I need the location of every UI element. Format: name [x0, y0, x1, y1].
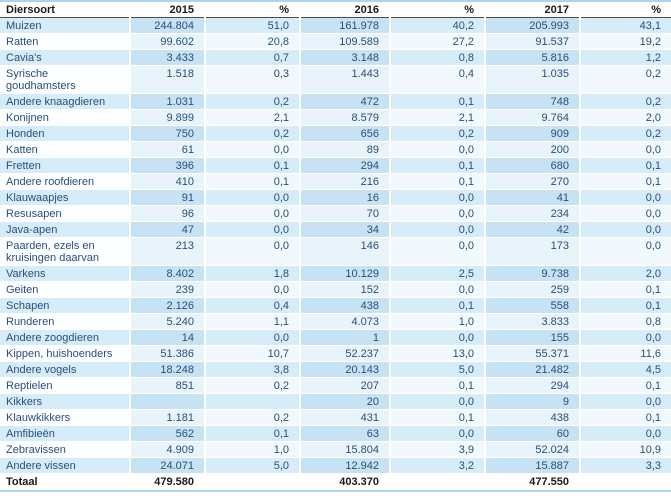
percent-cell: 0,1: [580, 410, 671, 426]
table-row: [0, 34, 671, 50]
count-cell: 91: [130, 190, 205, 206]
row-label: Klauwkikkers: [0, 410, 130, 426]
percent-cell: 0,0: [205, 238, 300, 266]
row-label: Kikkers: [0, 394, 130, 410]
percent-cell: 19,2: [580, 34, 671, 50]
percent-cell: 0,1: [580, 174, 671, 190]
total-label: Totaal: [0, 474, 130, 490]
percent-cell: 10,9: [580, 442, 671, 458]
count-cell: 15.887: [485, 458, 580, 474]
count-cell: 4.073: [300, 314, 390, 330]
row-label: Syrische goudhamsters: [0, 66, 130, 94]
percent-cell: 0,0: [205, 142, 300, 158]
percent-cell: 2,1: [205, 110, 300, 126]
percent-cell: 27,2: [390, 34, 485, 50]
percent-cell: 3,2: [390, 458, 485, 474]
row-label: Andere knaagdieren: [0, 94, 130, 110]
count-cell: 8.579: [300, 110, 390, 126]
count-cell: 294: [300, 158, 390, 174]
table-row: [0, 394, 671, 410]
percent-cell: 0,2: [580, 126, 671, 142]
percent-cell: [205, 394, 300, 410]
percent-cell: 0,0: [390, 394, 485, 410]
count-cell: 216: [300, 174, 390, 190]
row-label: Andere roofdieren: [0, 174, 130, 190]
count-cell: 96: [130, 206, 205, 222]
count-cell: 259: [485, 282, 580, 298]
percent-cell: 0,1: [205, 174, 300, 190]
percent-cell: 0,0: [580, 238, 671, 266]
percent-cell: 0,0: [580, 206, 671, 222]
table-row: [0, 426, 671, 442]
count-cell: 51.386: [130, 346, 205, 362]
count-cell: 20.143: [300, 362, 390, 378]
total-2017: 477.550: [485, 474, 580, 490]
count-cell: 21.482: [485, 362, 580, 378]
row-label: Andere vogels: [0, 362, 130, 378]
percent-cell: 0,3: [205, 66, 300, 94]
row-label: Honden: [0, 126, 130, 142]
percent-cell: 0,0: [390, 142, 485, 158]
count-cell: 748: [485, 94, 580, 110]
count-cell: 1.031: [130, 94, 205, 110]
count-cell: 89: [300, 142, 390, 158]
count-cell: 851: [130, 378, 205, 394]
percent-cell: 0,1: [390, 298, 485, 314]
table-row: [0, 362, 671, 378]
count-cell: 42: [485, 222, 580, 238]
row-label: Andere zoogdieren: [0, 330, 130, 346]
count-cell: 55.371: [485, 346, 580, 362]
row-label: Muizen: [0, 18, 130, 34]
percent-cell: 0,4: [390, 66, 485, 94]
count-cell: 750: [130, 126, 205, 142]
row-label: Kippen, huishoenders: [0, 346, 130, 362]
row-label: Java-apen: [0, 222, 130, 238]
row-label: Amfibieën: [0, 426, 130, 442]
percent-cell: 0,0: [390, 222, 485, 238]
count-cell: 558: [485, 298, 580, 314]
row-label: Schapen: [0, 298, 130, 314]
percent-cell: 0,0: [580, 222, 671, 238]
table-row: [0, 158, 671, 174]
count-cell: 294: [485, 378, 580, 394]
percent-cell: 43,1: [580, 18, 671, 34]
percent-cell: 0,2: [205, 94, 300, 110]
count-cell: 562: [130, 426, 205, 442]
percent-cell: 0,1: [390, 158, 485, 174]
column-header-2015: 2015: [130, 2, 205, 18]
percent-cell: 10,7: [205, 346, 300, 362]
count-cell: 396: [130, 158, 205, 174]
count-cell: 1.035: [485, 66, 580, 94]
table-row: [0, 238, 671, 266]
table-row: [0, 314, 671, 330]
percent-cell: 0,0: [205, 282, 300, 298]
count-cell: 61: [130, 142, 205, 158]
count-cell: 213: [130, 238, 205, 266]
percent-cell: 0,0: [580, 142, 671, 158]
header-row: [0, 2, 671, 18]
count-cell: 173: [485, 238, 580, 266]
total-2015-pct: [205, 474, 300, 490]
count-cell: 52.237: [300, 346, 390, 362]
table-row: [0, 282, 671, 298]
column-header-2017-pct: %: [580, 2, 671, 18]
count-cell: 2.126: [130, 298, 205, 314]
count-cell: 91.537: [485, 34, 580, 50]
percent-cell: 3,9: [390, 442, 485, 458]
table-row: [0, 410, 671, 426]
count-cell: 3.433: [130, 50, 205, 66]
percent-cell: 0,2: [580, 94, 671, 110]
percent-cell: 0,0: [580, 190, 671, 206]
count-cell: 9.899: [130, 110, 205, 126]
table-row: [0, 222, 671, 238]
count-cell: 656: [300, 126, 390, 142]
total-2016: 403.370: [300, 474, 390, 490]
percent-cell: 0,1: [390, 94, 485, 110]
count-cell: 99.602: [130, 34, 205, 50]
data-table: [0, 2, 671, 490]
percent-cell: 2,0: [580, 266, 671, 282]
table-row: [0, 18, 671, 34]
count-cell: 1.181: [130, 410, 205, 426]
total-row: [0, 474, 671, 490]
column-header-2017: 2017: [485, 2, 580, 18]
percent-cell: 0,0: [580, 330, 671, 346]
table-row: [0, 94, 671, 110]
count-cell: 41: [485, 190, 580, 206]
table-row: [0, 330, 671, 346]
column-header-2016-pct: %: [390, 2, 485, 18]
percent-cell: 0,2: [205, 126, 300, 142]
percent-cell: 0,1: [390, 174, 485, 190]
count-cell: 152: [300, 282, 390, 298]
percent-cell: 0,1: [580, 378, 671, 394]
percent-cell: 0,7: [205, 50, 300, 66]
percent-cell: 0,2: [205, 410, 300, 426]
count-cell: 24.071: [130, 458, 205, 474]
count-cell: 15.804: [300, 442, 390, 458]
percent-cell: 1,8: [205, 266, 300, 282]
table-row: [0, 458, 671, 474]
row-label: Cavia's: [0, 50, 130, 66]
percent-cell: 0,1: [205, 158, 300, 174]
percent-cell: 4,5: [580, 362, 671, 378]
percent-cell: 3,3: [580, 458, 671, 474]
count-cell: 155: [485, 330, 580, 346]
row-label: Paarden, ezels en kruisingen daarvan: [0, 238, 130, 266]
percent-cell: 0,0: [390, 330, 485, 346]
table-row: [0, 190, 671, 206]
count-cell: 47: [130, 222, 205, 238]
percent-cell: 0,0: [580, 394, 671, 410]
percent-cell: 0,1: [390, 410, 485, 426]
table-row: [0, 442, 671, 458]
percent-cell: 40,2: [390, 18, 485, 34]
percent-cell: 5,0: [205, 458, 300, 474]
count-cell: 472: [300, 94, 390, 110]
count-cell: 161.978: [300, 18, 390, 34]
count-cell: 4.909: [130, 442, 205, 458]
count-cell: 63: [300, 426, 390, 442]
percent-cell: 51,0: [205, 18, 300, 34]
count-cell: 200: [485, 142, 580, 158]
percent-cell: 0,0: [205, 222, 300, 238]
percent-cell: 2,5: [390, 266, 485, 282]
count-cell: 109.589: [300, 34, 390, 50]
row-label: Andere vissen: [0, 458, 130, 474]
row-label: Zebravissen: [0, 442, 130, 458]
count-cell: 14: [130, 330, 205, 346]
count-cell: 234: [485, 206, 580, 222]
count-cell: 1.518: [130, 66, 205, 94]
percent-cell: 0,8: [390, 50, 485, 66]
row-label: Konijnen: [0, 110, 130, 126]
table-row: [0, 378, 671, 394]
table-row: [0, 50, 671, 66]
table-row: [0, 126, 671, 142]
percent-cell: 0,0: [390, 190, 485, 206]
percent-cell: 2,1: [390, 110, 485, 126]
table-row: [0, 142, 671, 158]
count-cell: 1.443: [300, 66, 390, 94]
column-header-diersoort: Diersoort: [0, 2, 130, 18]
count-cell: 239: [130, 282, 205, 298]
row-label: Klauwaapjes: [0, 190, 130, 206]
count-cell: 8.402: [130, 266, 205, 282]
row-label: Katten: [0, 142, 130, 158]
total-2015: 479.580: [130, 474, 205, 490]
percent-cell: 11,6: [580, 346, 671, 362]
percent-cell: 0,2: [580, 66, 671, 94]
percent-cell: 0,0: [390, 206, 485, 222]
percent-cell: 3,8: [205, 362, 300, 378]
count-cell: 410: [130, 174, 205, 190]
percent-cell: 1,0: [205, 442, 300, 458]
percent-cell: 0,1: [580, 282, 671, 298]
table-row: [0, 346, 671, 362]
percent-cell: 0,8: [580, 314, 671, 330]
percent-cell: 20,8: [205, 34, 300, 50]
percent-cell: 0,0: [580, 426, 671, 442]
row-label: Reptielen: [0, 378, 130, 394]
row-label: Resusapen: [0, 206, 130, 222]
count-cell: 70: [300, 206, 390, 222]
count-cell: 438: [485, 410, 580, 426]
count-cell: 52.024: [485, 442, 580, 458]
count-cell: 146: [300, 238, 390, 266]
percent-cell: 0,1: [390, 378, 485, 394]
count-cell: 207: [300, 378, 390, 394]
count-cell: 270: [485, 174, 580, 190]
percent-cell: 0,0: [205, 190, 300, 206]
percent-cell: 0,2: [390, 126, 485, 142]
count-cell: 680: [485, 158, 580, 174]
count-cell: 9.764: [485, 110, 580, 126]
row-label: Geiten: [0, 282, 130, 298]
count-cell: 18.248: [130, 362, 205, 378]
percent-cell: 0,0: [390, 238, 485, 266]
table-row: [0, 206, 671, 222]
percent-cell: 0,1: [205, 426, 300, 442]
count-cell: 909: [485, 126, 580, 142]
row-label: Fretten: [0, 158, 130, 174]
percent-cell: 1,1: [205, 314, 300, 330]
count-cell: 5.240: [130, 314, 205, 330]
column-header-2015-pct: %: [205, 2, 300, 18]
count-cell: 9.738: [485, 266, 580, 282]
table-row: [0, 266, 671, 282]
percent-cell: 0,0: [205, 330, 300, 346]
count-cell: 16: [300, 190, 390, 206]
percent-cell: 0,2: [205, 378, 300, 394]
count-cell: 244.804: [130, 18, 205, 34]
table-row: [0, 298, 671, 314]
count-cell: 205.993: [485, 18, 580, 34]
percent-cell: 0,0: [390, 282, 485, 298]
count-cell: 3.833: [485, 314, 580, 330]
table-body: [0, 18, 671, 474]
count-cell: [130, 394, 205, 410]
row-label: Ratten: [0, 34, 130, 50]
count-cell: 5.816: [485, 50, 580, 66]
total-2016-pct: [390, 474, 485, 490]
percent-cell: 2,0: [580, 110, 671, 126]
count-cell: 34: [300, 222, 390, 238]
count-cell: 3.148: [300, 50, 390, 66]
percent-cell: 0,0: [205, 206, 300, 222]
percent-cell: 1,0: [390, 314, 485, 330]
row-label: Runderen: [0, 314, 130, 330]
percent-cell: 13,0: [390, 346, 485, 362]
percent-cell: 5,0: [390, 362, 485, 378]
table-row: [0, 174, 671, 190]
count-cell: 60: [485, 426, 580, 442]
count-cell: 438: [300, 298, 390, 314]
count-cell: 9: [485, 394, 580, 410]
percent-cell: 1,2: [580, 50, 671, 66]
total-2017-pct: [580, 474, 671, 490]
percent-cell: 0,1: [580, 158, 671, 174]
percent-cell: 0,1: [580, 298, 671, 314]
count-cell: 431: [300, 410, 390, 426]
column-header-2016: 2016: [300, 2, 390, 18]
table-row: [0, 66, 671, 94]
row-label: Varkens: [0, 266, 130, 282]
percent-cell: 0,4: [205, 298, 300, 314]
table-row: [0, 110, 671, 126]
percent-cell: 0,0: [390, 426, 485, 442]
count-cell: 12.942: [300, 458, 390, 474]
count-cell: 10.129: [300, 266, 390, 282]
count-cell: 1: [300, 330, 390, 346]
count-cell: 20: [300, 394, 390, 410]
